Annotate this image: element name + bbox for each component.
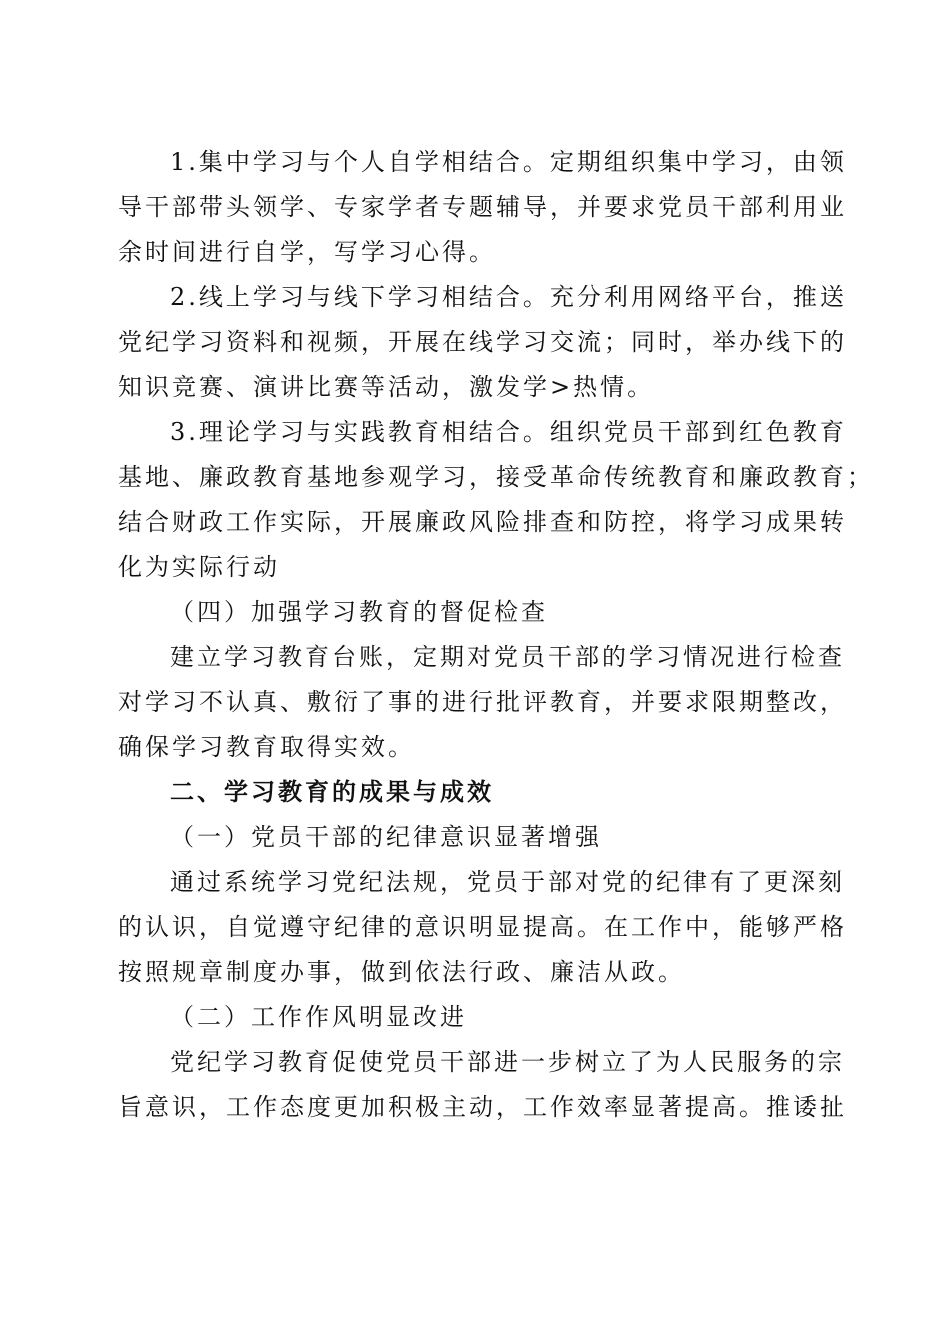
paragraph-line: 旨意识，工作态度更加积极主动，工作效率显著提高。推诿扯 [118,1093,847,1121]
document-body [118,140,874,1130]
paragraph-line: 余时间进行自学，写学习心得。 [118,238,496,266]
paragraph-line: 3.理论学习与实践教育相结合。组织党员干部到红色教育 [170,418,847,446]
subsection-heading: （一）党员干部的纪律意识显著增强 [170,823,602,851]
paragraph-line: 化为实际行动 [118,553,280,581]
paragraph-line: 基地、廉政教育基地参观学习，接受革命传统教育和廉政教育； [118,463,874,491]
subsection-heading: （二）工作作风明显改进 [170,1003,467,1031]
paragraph-line: 建立学习教育台账，定期对党员干部的学习情况进行检查 [170,643,845,671]
section-heading: 二、学习教育的成果与成效 [170,778,494,806]
paragraph-line: 结合财政工作实际，开展廉政风险排查和防控，将学习成果转 [118,508,847,536]
paragraph-line: 1.集中学习与个人自学相结合。定期组织集中学习，由领 [170,148,847,176]
paragraph-line: 党纪学习教育促使党员干部进一步树立了为人民服务的宗 [170,1048,845,1076]
paragraph-line: 知识竞赛、演讲比赛等活动，激发学>热情。 [118,373,655,401]
paragraph-line: 2.线上学习与线下学习相结合。充分利用网络平台，推送 [170,283,847,311]
paragraph-line: 党纪学习资料和视频，开展在线学习交流；同时，举办线下的 [118,328,847,356]
paragraph-line: 的认识，自觉遵守纪律的意识明显提高。在工作中，能够严格 [118,913,847,941]
paragraph-line: 通过系统学习党纪法规，党员于部对党的纪律有了更深刻 [170,868,845,896]
paragraph-line: 对学习不认真、敷衍了事的进行批评教育，并要求限期整改， [118,688,847,716]
subsection-heading: （四）加强学习教育的督促检查 [170,598,548,626]
paragraph-line: 确保学习教育取得实效。 [118,733,415,761]
paragraph-line: 按照规章制度办事，做到依法行政、廉洁从政。 [118,958,685,986]
paragraph-line: 导干部带头领学、专家学者专题辅导，并要求党员干部利用业 [118,193,847,221]
